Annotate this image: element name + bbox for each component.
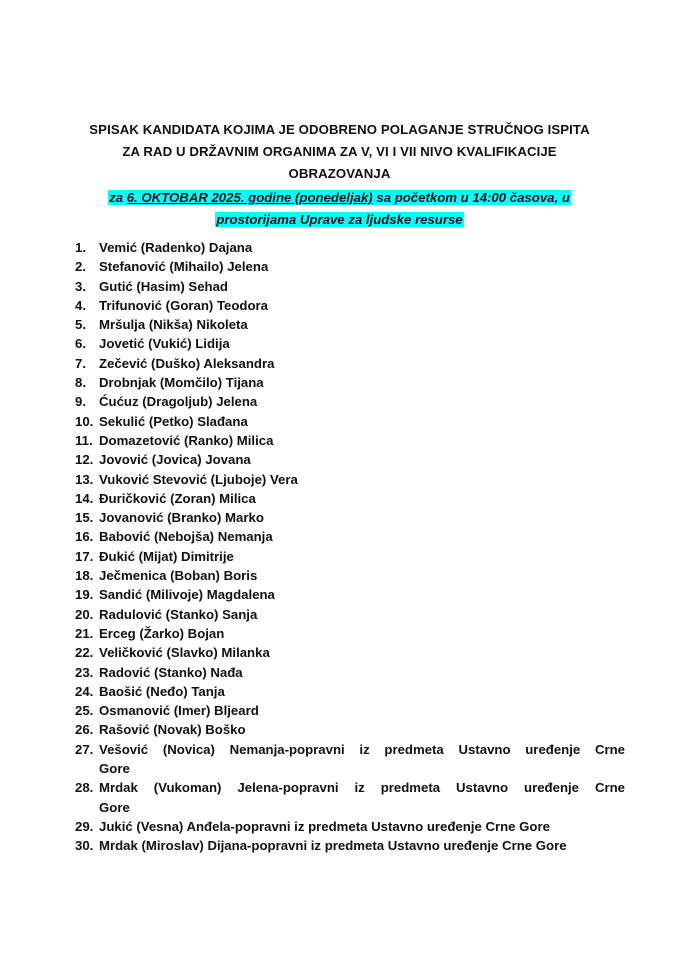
candidate-name-line-2: Gore bbox=[99, 761, 130, 777]
list-item bbox=[75, 508, 625, 527]
list-item-number: 14. bbox=[75, 490, 94, 506]
list-item-number: 10. bbox=[75, 413, 94, 429]
candidate-name: Jovanović (Branko) Marko bbox=[99, 510, 264, 526]
list-item bbox=[75, 566, 625, 585]
list-item bbox=[75, 334, 625, 353]
list-item bbox=[75, 527, 625, 546]
list-item bbox=[75, 585, 625, 604]
candidate-name: Osmanović (Imer) Bljeard bbox=[99, 703, 259, 719]
list-item bbox=[75, 354, 625, 373]
candidate-name: Domazetović (Ranko) Milica bbox=[99, 432, 274, 448]
list-item bbox=[75, 624, 625, 643]
title-line-1: SPISAK KANDIDATA KOJIMA JE ODOBRENO POLAGANJE STRUČNOG ISPITA bbox=[89, 122, 590, 137]
candidate-name-line-1: Mrdak (Vukoman) Jelena-popravni iz predmeta Ustavno uređenje Crne bbox=[99, 780, 625, 796]
list-item-number: 13. bbox=[75, 471, 94, 487]
list-item-number: 11. bbox=[75, 432, 93, 448]
list-item-number: 12. bbox=[75, 452, 94, 468]
list-item-number: 1. bbox=[75, 240, 86, 255]
notice-line-1 bbox=[108, 190, 571, 205]
list-item-number: 18. bbox=[75, 568, 94, 584]
list-item bbox=[75, 663, 625, 682]
list-item-number: 4. bbox=[75, 297, 86, 313]
list-item bbox=[75, 817, 625, 836]
exam-schedule-notice bbox=[40, 187, 639, 231]
list-item-number: 21. bbox=[75, 625, 94, 641]
candidate-name: Baošić (Neđo) Tanja bbox=[99, 683, 225, 699]
list-item-number: 9. bbox=[75, 394, 86, 410]
candidate-name: Sandić (Milivoje) Magdalena bbox=[99, 587, 275, 603]
list-item-number: 7. bbox=[75, 355, 86, 371]
candidate-name: Babović (Nebojša) Nemanja bbox=[99, 529, 273, 545]
candidate-name: Jukić (Vesna) Anđela-popravni iz predmeta Ustavno uređenje Crne Gore bbox=[99, 818, 550, 834]
list-item bbox=[75, 547, 625, 566]
list-item-number: 3. bbox=[75, 278, 86, 294]
list-item-number: 28. bbox=[75, 780, 94, 796]
list-item bbox=[75, 778, 625, 817]
list-item bbox=[75, 605, 625, 624]
candidate-name: Zečević (Duško) Aleksandra bbox=[99, 355, 275, 371]
candidate-name: Jovović (Jovica) Jovana bbox=[99, 452, 251, 468]
list-item bbox=[75, 643, 625, 662]
candidate-name: Vuković Stevović (Ljuboje) Vera bbox=[99, 471, 298, 487]
candidate-name: Stefanović (Mihailo) Jelena bbox=[99, 259, 269, 275]
list-item bbox=[75, 277, 625, 296]
candidate-name-line-1: Vešović (Novica) Nemanja-popravni iz predmeta Ustavno uređenje Crne bbox=[99, 741, 625, 757]
list-item-number: 8. bbox=[75, 375, 86, 391]
candidate-name: Gutić (Hasim) Sehad bbox=[99, 278, 228, 294]
document-title bbox=[40, 119, 639, 185]
title-line-3: OBRAZOVANJA bbox=[288, 166, 391, 181]
candidate-name: Radović (Stanko) Nađa bbox=[99, 664, 243, 680]
list-item bbox=[75, 392, 625, 411]
list-item bbox=[75, 836, 625, 855]
list-item-number: 29. bbox=[75, 818, 94, 834]
list-item bbox=[75, 296, 625, 315]
candidate-name: Ćućuz (Dragoljub) Jelena bbox=[99, 394, 258, 410]
list-item bbox=[75, 682, 625, 701]
candidate-name-line-2: Gore bbox=[99, 799, 130, 815]
list-item-number: 15. bbox=[75, 510, 94, 526]
candidate-name: Rašović (Novak) Boško bbox=[99, 722, 246, 738]
list-item bbox=[75, 315, 625, 334]
candidate-name: Jovetić (Vukić) Lidija bbox=[99, 336, 230, 352]
list-item bbox=[75, 238, 625, 257]
candidate-name bbox=[99, 778, 625, 817]
list-item-number: 20. bbox=[75, 606, 94, 622]
list-item bbox=[75, 489, 625, 508]
list-item bbox=[75, 720, 625, 739]
candidate-name: Sekulić (Petko) Slađana bbox=[99, 413, 248, 429]
candidate-name: Erceg (Žarko) Bojan bbox=[99, 625, 225, 641]
list-item-number: 17. bbox=[75, 548, 94, 564]
list-item bbox=[75, 701, 625, 720]
exam-date: 6. OKTOBAR 2025. godine (ponedeljak) bbox=[126, 190, 373, 205]
list-item-number: 25. bbox=[75, 703, 94, 719]
list-item-number: 30. bbox=[75, 838, 94, 854]
title-line-2: ZA RAD U DRŽAVNIM ORGANIMA ZA V, VI I VII NIVO KVALIFIKACIJE bbox=[122, 144, 557, 159]
candidate-name: Mrdak (Miroslav) Dijana-popravni iz predmeta Ustavno uređenje Crne Gore bbox=[99, 838, 567, 854]
list-item bbox=[75, 431, 625, 450]
list-item-number: 16. bbox=[75, 529, 94, 545]
list-item bbox=[75, 373, 625, 392]
candidate-name: Mršulja (Nikša) Nikoleta bbox=[99, 317, 248, 333]
candidate-name: Drobnjak (Momčilo) Tijana bbox=[99, 375, 264, 391]
list-item-number: 19. bbox=[75, 587, 94, 603]
list-item-number: 2. bbox=[75, 259, 86, 275]
candidate-name: Vemić (Radenko) Dajana bbox=[99, 240, 253, 255]
list-item-number: 27. bbox=[75, 741, 94, 757]
list-item-number: 6. bbox=[75, 336, 86, 352]
list-item-number: 23. bbox=[75, 664, 94, 680]
list-item bbox=[75, 470, 625, 489]
candidate-name: Đuričković (Zoran) Milica bbox=[99, 490, 256, 506]
notice-time: sa početkom u 14:00 časova, u bbox=[372, 190, 570, 205]
notice-prefix: za bbox=[109, 190, 127, 205]
candidate-name bbox=[99, 740, 625, 779]
candidate-name: Trifunović (Goran) Teodora bbox=[99, 297, 269, 313]
list-item-number: 24. bbox=[75, 683, 94, 699]
notice-line-2: prostorijama Uprave za ljudske resurse bbox=[216, 212, 463, 227]
candidate-name: Veličković (Slavko) Milanka bbox=[99, 645, 270, 661]
list-item-number: 26. bbox=[75, 722, 94, 738]
list-item-number: 5. bbox=[75, 317, 86, 333]
list-item bbox=[75, 450, 625, 469]
candidate-name: Đukić (Mijat) Dimitrije bbox=[99, 548, 234, 564]
list-item bbox=[75, 412, 625, 431]
list-item bbox=[75, 257, 625, 276]
list-item bbox=[75, 740, 625, 779]
candidate-list bbox=[75, 238, 625, 856]
candidate-name: Radulović (Stanko) Sanja bbox=[99, 606, 258, 622]
list-item-number: 22. bbox=[75, 645, 94, 661]
candidate-name: Ječmenica (Boban) Boris bbox=[99, 568, 258, 584]
